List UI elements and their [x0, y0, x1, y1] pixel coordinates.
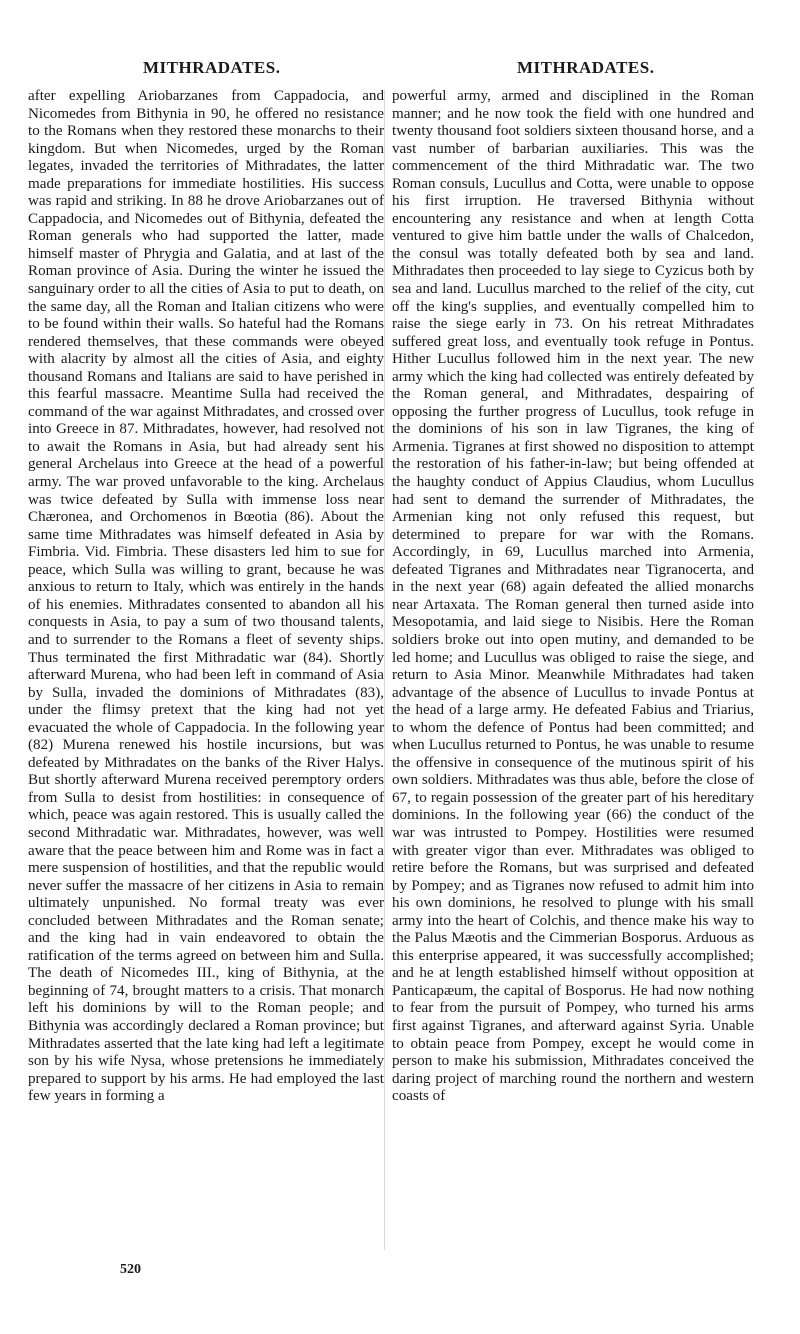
left-column-text: after expelling Ariobarzanes from Cappadocia, and Nicomedes from Bithynia in 90, he offered no resistance to the Romans when they restored these monarchs to their kingdom. But when Nicomedes, urged by the Roman legates, invaded the territories of Mithradates, the latter made preparations for immediate hostilities. His success was rapid and striking. In 88 he drove Ariobarzanes out of Cappadocia, and Nicomedes out of Bithynia, defeated the Roman generals who had supported the latter, made himself master of Phrygia and Galatia, and at last of the Roman province of Asia. During the winter he issued the sanguinary order to all the cities of Asia to put to death, on the same day, all the Roman and Italian citizens who were to be found within their walls. So hateful had the Romans rendered themselves, that these commands were obeyed with alacrity by almost all the cities of Asia, and eighty thousand Romans and Italians are said to have perished in this fearful massacre. Meantime Sulla had received the command of the war against Mithradates, and crossed over into Greece in 87. Mithradates, however, had resolved not to await the Romans in Asia, but had already sent his general Archelaus into Greece at the head of a powerful army. The war proved unfavorable to the king. Archelaus was twice defeated by Sulla with immense loss near Chæronea, and Orchomenos in Bœotia (86). About the same time Mithradates was himself defeated in Asia by Fimbria. Vid. Fimbria. These disasters led him to sue for peace, which Sulla was willing to grant, because he was anxious to return to Italy, which was entirely in the hands of his enemies. Mithradates consented to abandon all his conquests in Asia, to pay a sum of two thousand talents, and to surrender to the Romans a fleet of seventy ships. Thus terminated the first Mithradatic war (84). Shortly afterward Murena, who had been left in command of Asia by Sulla, invaded the dominions of Mithradates (83), under the flimsy pretext that the king had not yet evacuated the whole of Cappadocia. In the following year (82) Murena renewed his hostile incursions, but was defeated by Mithradates on the banks of the River Halys. But shortly afterward Murena received peremptory orders from Sulla to desist from hostilities: in consequence of which, peace was again restored. This is usually called the second Mithradatic war. Mithradates, however, was well aware that the peace between him and Rome was in fact a mere suspension of hostilities, and that the republic would never suffer the massacre of her citizens in Asia to remain ultimately unpunished. No formal treaty was ever concluded between Mithradates and the Roman senate; and the king had in vain endeavored to obtain the ratification of the terms agreed on between him and Sulla. The death of Nicomedes III., king of Bithynia, at the beginning of 74, brought matters to a crisis. That monarch left his dominions by will to the Roman people; and Bithynia was accordingly declared a Roman province; but Mithradates asserted that the late king had left a legitimate son by his wife Nysa, whose pretensions he immediately prepared to support by his arms. He had employed the last few years in forming a — [28, 88, 384, 1105]
running-head-left: MITHRADATES. — [143, 58, 281, 77]
page-number: 520 — [120, 1262, 141, 1277]
column-divider — [384, 90, 385, 1250]
left-column — [28, 88, 384, 1258]
running-head-right: MITHRADATES. — [517, 58, 655, 77]
right-column — [392, 88, 754, 1258]
right-column-text: powerful army, armed and disciplined in the Roman manner; and he now took the field with one hundred and twenty thousand foot soldiers sixteen thousand horse, and a vast number of barbarian auxiliaries. This was the commencement of the third Mithradatic war. The two Roman consuls, Lucullus and Cotta, were unable to oppose his first irruption. He traversed Bithynia without encountering any resistance and when at length Cotta ventured to give him battle under the walls of Chalcedon, the consul was totally defeated both by sea and land. Mithradates then proceeded to lay siege to Cyzicus both by sea and land. Lucullus marched to the relief of the city, cut off the king's supplies, and eventually compelled him to raise the siege early in 73. On his retreat Mithradates suffered great loss, and eventually took refuge in Pontus. Hither Lucullus followed him in the next year. The new army which the king had collected was entirely defeated by the Roman general, and Mithradates, despairing of opposing the further progress of Lucullus, took refuge in the dominions of his son in law Tigranes, the king of Armenia. Tigranes at first showed no disposition to attempt the restoration of his father-in-law; but being offended at the haughty conduct of Appius Claudius, whom Lucullus had sent to demand the surrender of Mithradates, the Armenian king not only refused this request, but determined to prepare for war with the Romans. Accordingly, in 69, Lucullus marched into Armenia, defeated Tigranes and Mithradates near Tigranocerta, and in the next year (68) again defeated the allied monarchs near Artaxata. The Roman general then turned aside into Mesopotamia, and laid siege to Nisibis. Here the Roman soldiers broke out into open mutiny, and demanded to be led home; and Lucullus was obliged to raise the siege, and return to Asia Minor. Meanwhile Mithradates had taken advantage of the absence of Lucullus to invade Pontus at the head of a large army. He defeated Fabius and Triarius, to whom the defence of Pontus had been committed; and when Lucullus returned to Pontus, he was unable to resume the offensive in consequence of the mutinous spirit of his own soldiers. Mithradates was thus able, before the close of 67, to regain possession of the greater part of his hereditary dominions. In the following year (66) the conduct of the war was intrusted to Pompey. Hostilities were resumed with greater vigor than ever. Mithradates was obliged to retire before the Romans, but was surprised and defeated by Pompey; and as Tigranes now refused to admit him into his own dominions, he resolved to plunge with his small army into the heart of Colchis, and thence make his way to the Palus Mæotis and the Cimmerian Bosporus. Arduous as this enterprise appeared, it was successfully accomplished; and he at length established himself without opposition at Panticapæum, the capital of Bosporus. He had now nothing to fear from the pursuit of Pompey, who turned his arms first against Tigranes, and afterward against Syria. Unable to obtain peace from Pompey, except he would come in person to make his submission, Mithradates conceived the daring project of marching round the northern and western coasts of — [392, 88, 754, 1105]
